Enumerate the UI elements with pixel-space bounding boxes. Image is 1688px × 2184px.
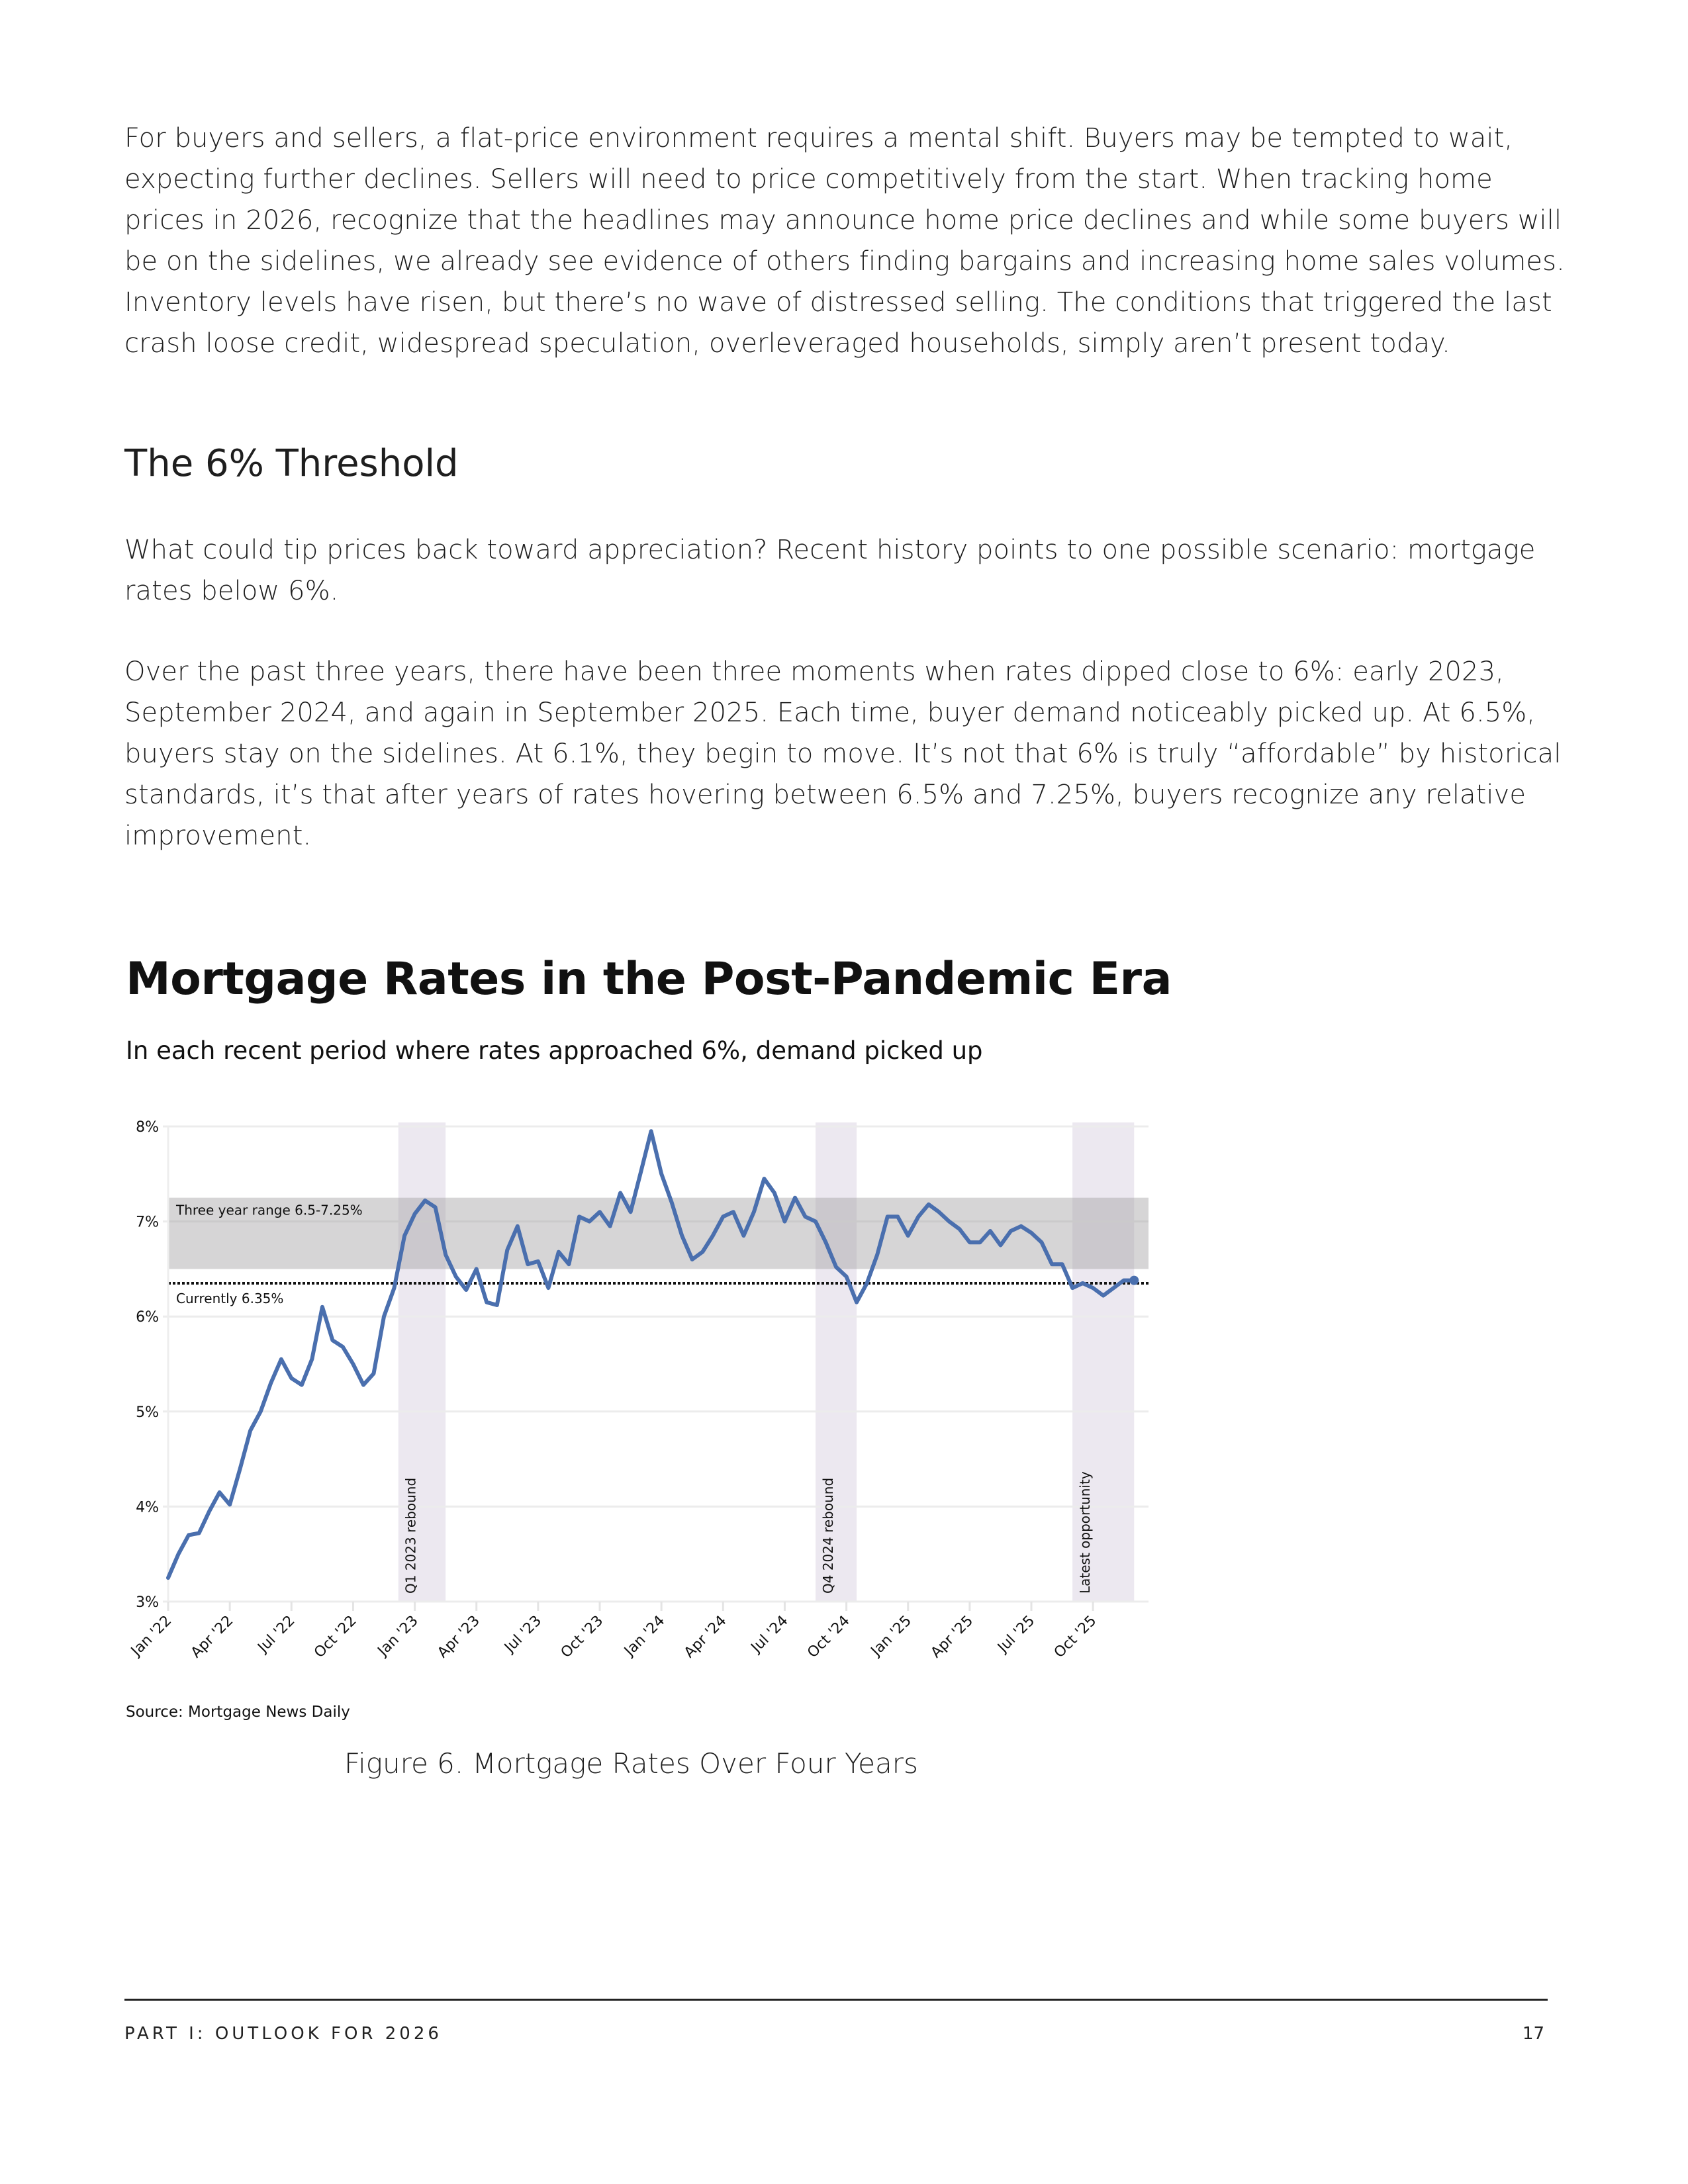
x-tick-label: Oct '23 xyxy=(557,1612,607,1662)
y-tick-label: 3% xyxy=(136,1594,159,1611)
x-tick-label: Oct '24 xyxy=(804,1612,853,1662)
footer-section-label: PART I: OUTLOOK FOR 2026 xyxy=(124,2024,442,2044)
range-band-label: Three year range 6.5-7.25% xyxy=(176,1202,363,1218)
highlight-period-label: Q4 2024 rebound xyxy=(820,1477,837,1594)
x-tick-label: Jul '23 xyxy=(501,1612,545,1657)
x-tick-label: Jan '23 xyxy=(375,1612,422,1660)
chart-source: Source: Mortgage News Daily xyxy=(126,1704,350,1721)
mortgage-rate-chart xyxy=(99,1112,1192,1674)
x-tick-label: Apr '23 xyxy=(434,1612,483,1662)
x-tick-label: Apr '25 xyxy=(927,1612,977,1662)
chart-svg xyxy=(99,1112,1192,1674)
x-tick-label: Jul '22 xyxy=(255,1612,299,1657)
x-tick-label: Jul '25 xyxy=(994,1612,1039,1657)
paragraph-tipping: What could tip prices back toward appreciation? Recent history points to one possible scenario: mortgage rates below 6%. xyxy=(124,535,1536,606)
paragraph-flat-price: For buyers and sellers, a flat-price environment requires a mental shift. Buyers may be tempted to wait, expecting further declines. Sellers will need to price competitively from the start. When tracking home prices in 2026, recognize that the headlines may announce home price declines and while some buyers will be on the sidelines, we already see evidence of others finding bargains and increasing home sales volumes. Inventory levels have risen, but there’s no wave of distressed selling. The conditions that triggered the last crash loose credit, widespread speculation, overleveraged households, simply aren’t present today. xyxy=(124,123,1565,359)
y-tick-label: 7% xyxy=(136,1214,159,1231)
x-tick-label: Jan '22 xyxy=(128,1612,175,1660)
x-tick-label: Jan '24 xyxy=(621,1612,669,1660)
data-point xyxy=(1129,1276,1139,1285)
x-tick-label: Apr '22 xyxy=(187,1612,237,1662)
page-number: 17 xyxy=(1523,2024,1545,2044)
section-heading: The 6% Threshold xyxy=(124,442,459,485)
x-tick-label: Oct '22 xyxy=(311,1612,360,1662)
highlight-period-label: Q1 2023 rebound xyxy=(402,1477,419,1594)
x-tick-label: Jan '25 xyxy=(868,1612,915,1660)
current-rate-label: Currently 6.35% xyxy=(176,1290,284,1306)
figure-caption: Figure 6. Mortgage Rates Over Four Years xyxy=(344,1747,918,1780)
chart-title: Mortgage Rates in the Post-Pandemic Era xyxy=(126,953,1172,1005)
y-tick-label: 8% xyxy=(136,1119,159,1136)
highlight-period-label: Latest opportunity xyxy=(1077,1471,1094,1594)
y-tick-label: 6% xyxy=(136,1309,159,1326)
footer-divider xyxy=(124,1999,1548,2001)
chart-subtitle: In each recent period where rates approached 6%, demand picked up xyxy=(126,1036,983,1065)
y-tick-label: 4% xyxy=(136,1499,159,1516)
x-tick-label: Jul '24 xyxy=(748,1612,792,1657)
x-tick-label: Oct '25 xyxy=(1051,1612,1100,1662)
x-tick-label: Apr '24 xyxy=(680,1612,730,1662)
paragraph-three-moments: Over the past three years, there have been three moments when rates dipped close to 6%: early 2023, September 2024, and again in September 2025. Each time, buyer demand noticeably picked up. At 6.5%, buyers stay on the sidelines. At 6.1%, they begin to move. It’s not that 6% is truly “affordable” by historical standards, it’s that after years of rates hovering between 6.5% and 7.25%, buyers recognize any relative improvement. xyxy=(124,657,1562,851)
y-tick-label: 5% xyxy=(136,1404,159,1421)
